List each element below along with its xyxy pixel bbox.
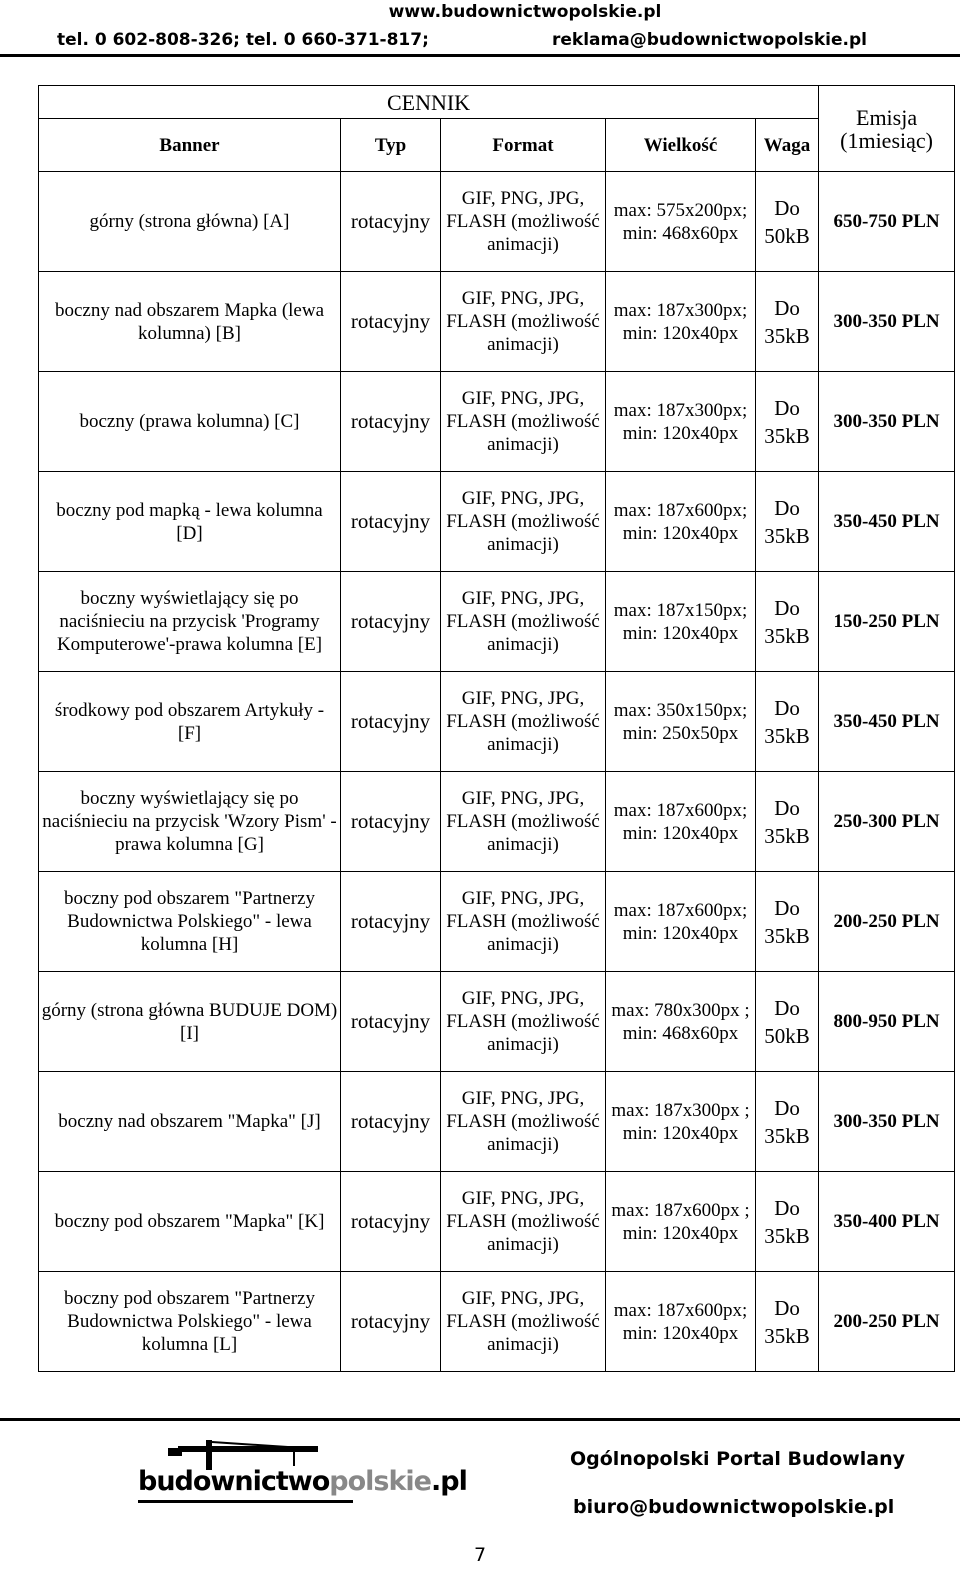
typ-cell: rotacyjny [341, 172, 441, 272]
header-phones: tel. 0 602-808-326; tel. 0 660-371-817; [57, 30, 429, 50]
typ-cell: rotacyjny [341, 872, 441, 972]
emisja-price-cell: 300-350 PLN [819, 272, 955, 372]
table-title: CENNIK [39, 86, 819, 119]
waga-cell: Do 35kB [756, 872, 819, 972]
typ-cell: rotacyjny [341, 672, 441, 772]
emisja-price-cell: 300-350 PLN [819, 1072, 955, 1172]
header-site-url[interactable]: www.budownictwopolskie.pl [388, 2, 662, 22]
table-row [39, 272, 955, 372]
format-cell: GIF, PNG, JPG, FLASH (możliwość animacji) [441, 972, 606, 1072]
banner-name-cell: boczny wyświetlający się po naciśnieciu na przycisk 'Programy Komputerowe'-prawa kolumna [E] [39, 572, 341, 672]
size-cell: max: 187x600px; min: 120x40px [606, 472, 756, 572]
waga-cell: Do 35kB [756, 372, 819, 472]
waga-cell: Do 35kB [756, 1072, 819, 1172]
table-row [39, 472, 955, 572]
column-header-wielkosc: Wielkość [606, 119, 756, 172]
format-cell: GIF, PNG, JPG, FLASH (możliwość animacji) [441, 1172, 606, 1272]
emisja-price-cell: 350-450 PLN [819, 472, 955, 572]
banner-name-cell: boczny pod obszarem "Partnerzy Budownictwa Polskiego" - lewa kolumna [H] [39, 872, 341, 972]
table-body [39, 172, 955, 1372]
format-cell: GIF, PNG, JPG, FLASH (możliwość animacji) [441, 372, 606, 472]
waga-cell: Do 35kB [756, 272, 819, 372]
waga-cell: Do 35kB [756, 772, 819, 872]
emisja-price-cell: 350-400 PLN [819, 1172, 955, 1272]
banner-name-cell: boczny pod obszarem "Partnerzy Budownictwa Polskiego" - lewa kolumna [L] [39, 1272, 341, 1372]
emisja-price-cell: 250-300 PLN [819, 772, 955, 872]
table-row [39, 772, 955, 872]
footer-divider [0, 1418, 960, 1421]
format-cell: GIF, PNG, JPG, FLASH (możliwość animacji) [441, 272, 606, 372]
column-header-banner: Banner [39, 119, 341, 172]
logo-wordmark: budownictwopolskie.pl [138, 1466, 467, 1497]
size-cell: max: 780x300px ; min: 468x60px [606, 972, 756, 1072]
typ-cell: rotacyjny [341, 372, 441, 472]
table-row [39, 172, 955, 272]
emisja-price-cell: 800-950 PLN [819, 972, 955, 1072]
table-row [39, 972, 955, 1072]
waga-cell: Do 50kB [756, 172, 819, 272]
emisja-price-cell: 350-450 PLN [819, 672, 955, 772]
typ-cell: rotacyjny [341, 1272, 441, 1372]
size-cell: max: 187x600px; min: 120x40px [606, 1272, 756, 1372]
page-header [0, 0, 960, 60]
waga-cell: Do 35kB [756, 1272, 819, 1372]
header-divider [0, 54, 960, 57]
banner-name-cell: boczny (prawa kolumna) [C] [39, 372, 341, 472]
banner-name-cell: boczny nad obszarem Mapka (lewa kolumna) [B] [39, 272, 341, 372]
price-table [38, 85, 955, 1372]
size-cell: max: 575x200px; min: 468x60px [606, 172, 756, 272]
format-cell: GIF, PNG, JPG, FLASH (możliwość animacji) [441, 872, 606, 972]
waga-cell: Do 35kB [756, 1172, 819, 1272]
emisja-price-cell: 150-250 PLN [819, 572, 955, 672]
banner-name-cell: środkowy pod obszarem Artykuły - [F] [39, 672, 341, 772]
format-cell: GIF, PNG, JPG, FLASH (możliwość animacji) [441, 1272, 606, 1372]
waga-cell: Do 35kB [756, 472, 819, 572]
table-row [39, 372, 955, 472]
footer-portal-name: Ogólnopolski Portal Budowlany [570, 1448, 905, 1470]
format-cell: GIF, PNG, JPG, FLASH (możliwość animacji) [441, 172, 606, 272]
size-cell: max: 187x150px; min: 120x40px [606, 572, 756, 672]
column-header-typ: Typ [341, 119, 441, 172]
emisja-price-cell: 200-250 PLN [819, 872, 955, 972]
emisja-price-cell: 200-250 PLN [819, 1272, 955, 1372]
typ-cell: rotacyjny [341, 1172, 441, 1272]
column-header-emisja: Emisja (1miesiąc) [819, 86, 955, 172]
format-cell: GIF, PNG, JPG, FLASH (możliwość animacji) [441, 1072, 606, 1172]
format-cell: GIF, PNG, JPG, FLASH (możliwość animacji) [441, 572, 606, 672]
banner-name-cell: boczny pod obszarem "Mapka" [K] [39, 1172, 341, 1272]
table-row [39, 672, 955, 772]
emisja-price-cell: 300-350 PLN [819, 372, 955, 472]
format-cell: GIF, PNG, JPG, FLASH (możliwość animacji) [441, 472, 606, 572]
budownictwopolskie-logo [138, 1440, 467, 1510]
size-cell: max: 187x300px; min: 120x40px [606, 272, 756, 372]
column-header-format: Format [441, 119, 606, 172]
waga-cell: Do 35kB [756, 672, 819, 772]
banner-name-cell: boczny wyświetlający się po naciśnieciu na przycisk 'Wzory Pism' - prawa kolumna [G] [39, 772, 341, 872]
typ-cell: rotacyjny [341, 1072, 441, 1172]
typ-cell: rotacyjny [341, 772, 441, 872]
size-cell: max: 187x600px; min: 120x40px [606, 772, 756, 872]
page-number: 7 [473, 1544, 487, 1566]
footer-email[interactable]: biuro@budownictwopolskie.pl [573, 1496, 895, 1518]
banner-name-cell: górny (strona główna BUDUJE DOM) [I] [39, 972, 341, 1072]
typ-cell: rotacyjny [341, 572, 441, 672]
size-cell: max: 187x600px; min: 120x40px [606, 872, 756, 972]
banner-name-cell: boczny nad obszarem "Mapka" [J] [39, 1072, 341, 1172]
size-cell: max: 187x300px; min: 120x40px [606, 372, 756, 472]
typ-cell: rotacyjny [341, 272, 441, 372]
banner-name-cell: górny (strona główna) [A] [39, 172, 341, 272]
table-row [39, 872, 955, 972]
typ-cell: rotacyjny [341, 972, 441, 1072]
size-cell: max: 187x300px ; min: 120x40px [606, 1072, 756, 1172]
waga-cell: Do 50kB [756, 972, 819, 1072]
table-row [39, 1272, 955, 1372]
waga-cell: Do 35kB [756, 572, 819, 672]
column-header-waga: Waga [756, 119, 819, 172]
table-row [39, 1172, 955, 1272]
size-cell: max: 187x600px ; min: 120x40px [606, 1172, 756, 1272]
banner-name-cell: boczny pod mapką - lewa kolumna [D] [39, 472, 341, 572]
typ-cell: rotacyjny [341, 472, 441, 572]
table-row [39, 572, 955, 672]
table-row [39, 1072, 955, 1172]
format-cell: GIF, PNG, JPG, FLASH (możliwość animacji) [441, 772, 606, 872]
emisja-price-cell: 650-750 PLN [819, 172, 955, 272]
size-cell: max: 350x150px; min: 250x50px [606, 672, 756, 772]
format-cell: GIF, PNG, JPG, FLASH (możliwość animacji) [441, 672, 606, 772]
header-email[interactable]: reklama@budownictwopolskie.pl [552, 30, 867, 50]
